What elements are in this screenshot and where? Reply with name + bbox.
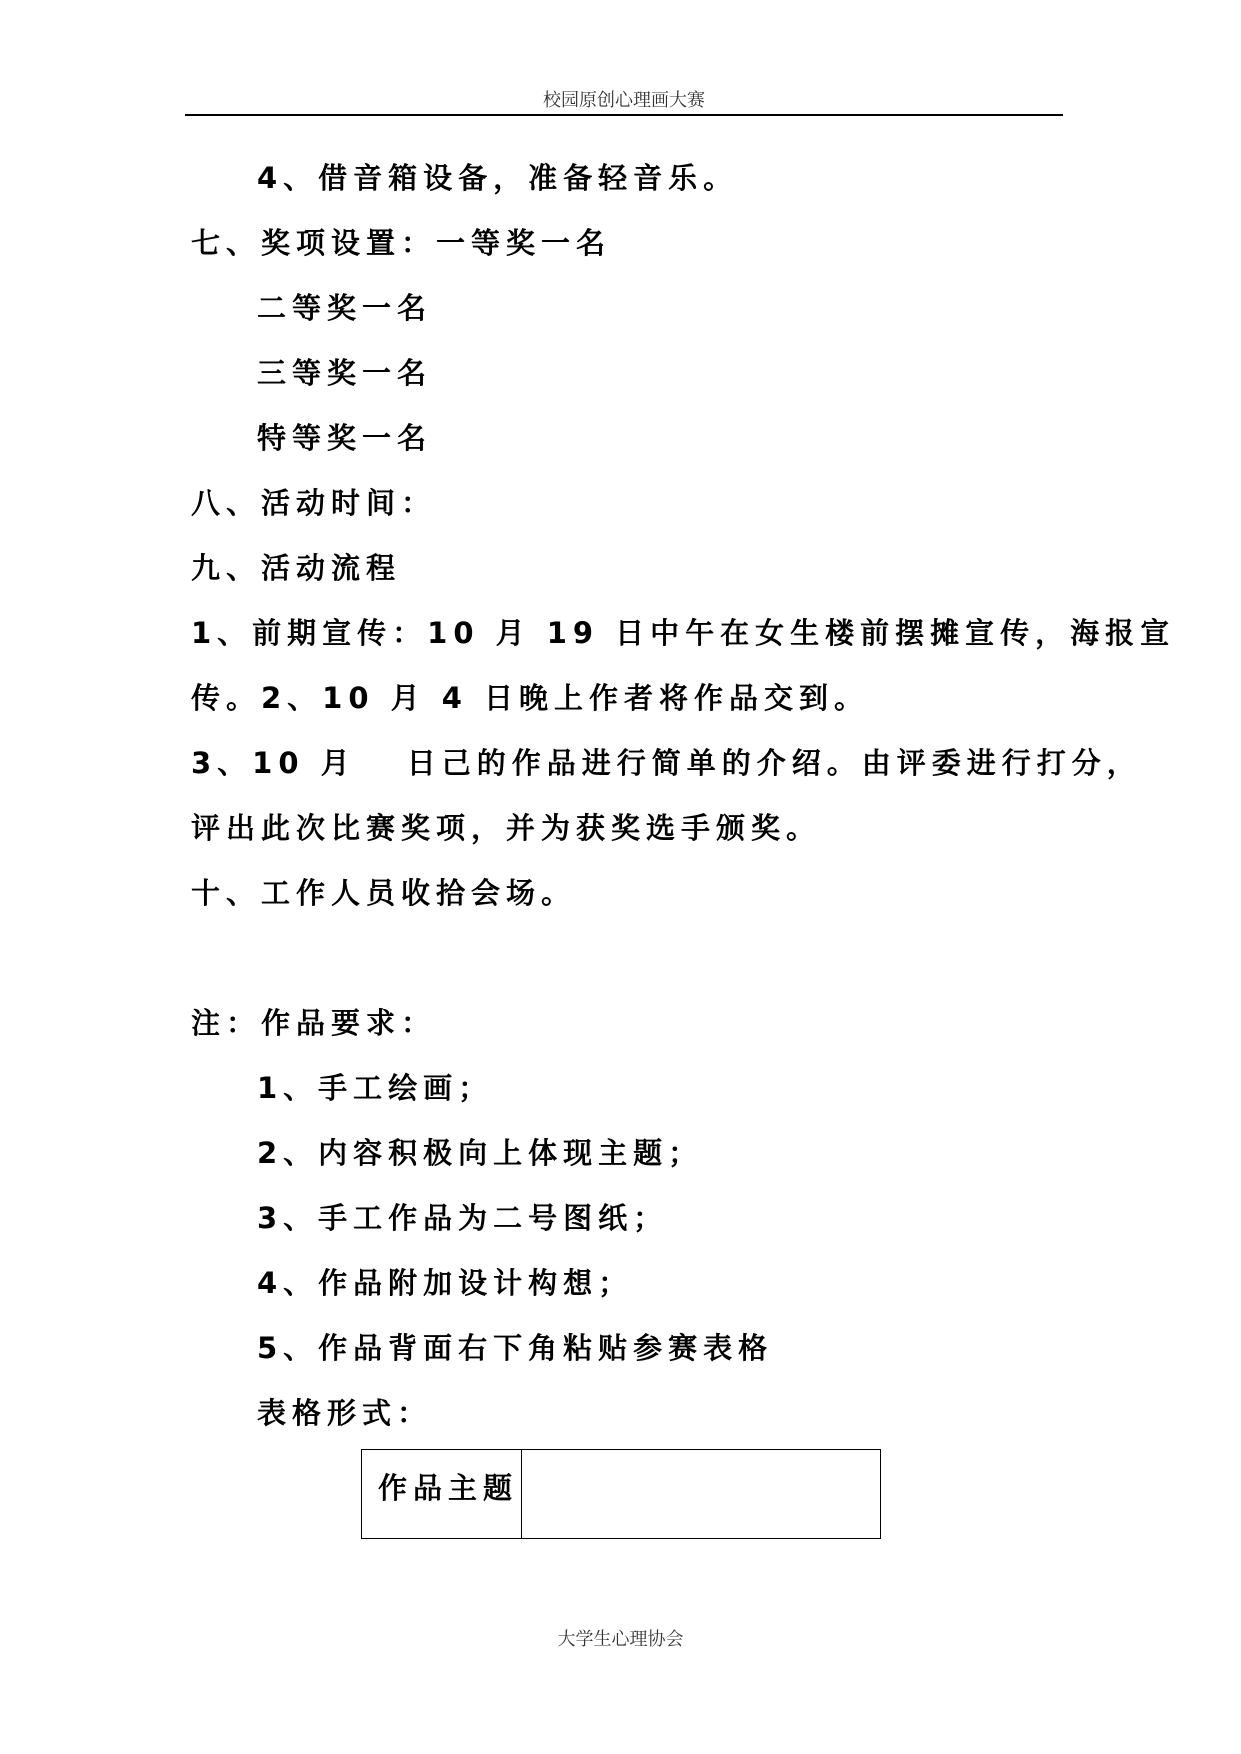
body-line: 3、10 月 日己的作品进行简单的介绍。由评委进行打分， [191, 746, 1142, 780]
list-item: 2、内容积极向上体现主题； [257, 1136, 704, 1170]
list-item: 3、手工作品为二号图纸； [257, 1201, 669, 1235]
body-line: 4、借音箱设备，准备轻音乐。 [257, 161, 739, 195]
entry-form-table [361, 1449, 881, 1539]
section-heading: 十、工作人员收拾会场。 [191, 876, 577, 910]
body-line: 二等奖一名 [257, 291, 433, 325]
body-line: 传。2、10 月 4 日晚上作者将作品交到。 [191, 681, 870, 715]
section-heading: 七、奖项设置：一等奖一名 [191, 226, 612, 260]
header-rule [185, 114, 1063, 116]
table-caption: 表格形式： [257, 1396, 433, 1430]
note-heading: 注：作品要求： [191, 1006, 437, 1040]
list-item: 5、作品背面右下角粘贴参赛表格 [257, 1331, 774, 1365]
list-item: 4、作品附加设计构想； [257, 1266, 634, 1300]
body-line: 特等奖一名 [257, 421, 433, 455]
section-heading: 九、活动流程 [191, 551, 402, 585]
table-label-cell: 作品主题 [362, 1450, 522, 1538]
body-line: 三等奖一名 [257, 356, 433, 390]
section-heading: 八、活动时间： [191, 486, 437, 520]
page-footer: 大学生心理协会 [557, 1629, 684, 1650]
page-header: 校园原创心理画大赛 [543, 90, 705, 111]
table-value-cell [522, 1450, 880, 1538]
list-item: 1、手工绘画； [257, 1071, 494, 1105]
body-line: 评出此次比赛奖项，并为获奖选手颁奖。 [191, 811, 822, 845]
body-line: 1、前期宣传：10 月 19 日中午在女生楼前摆摊宣传，海报宣 [191, 616, 1176, 650]
